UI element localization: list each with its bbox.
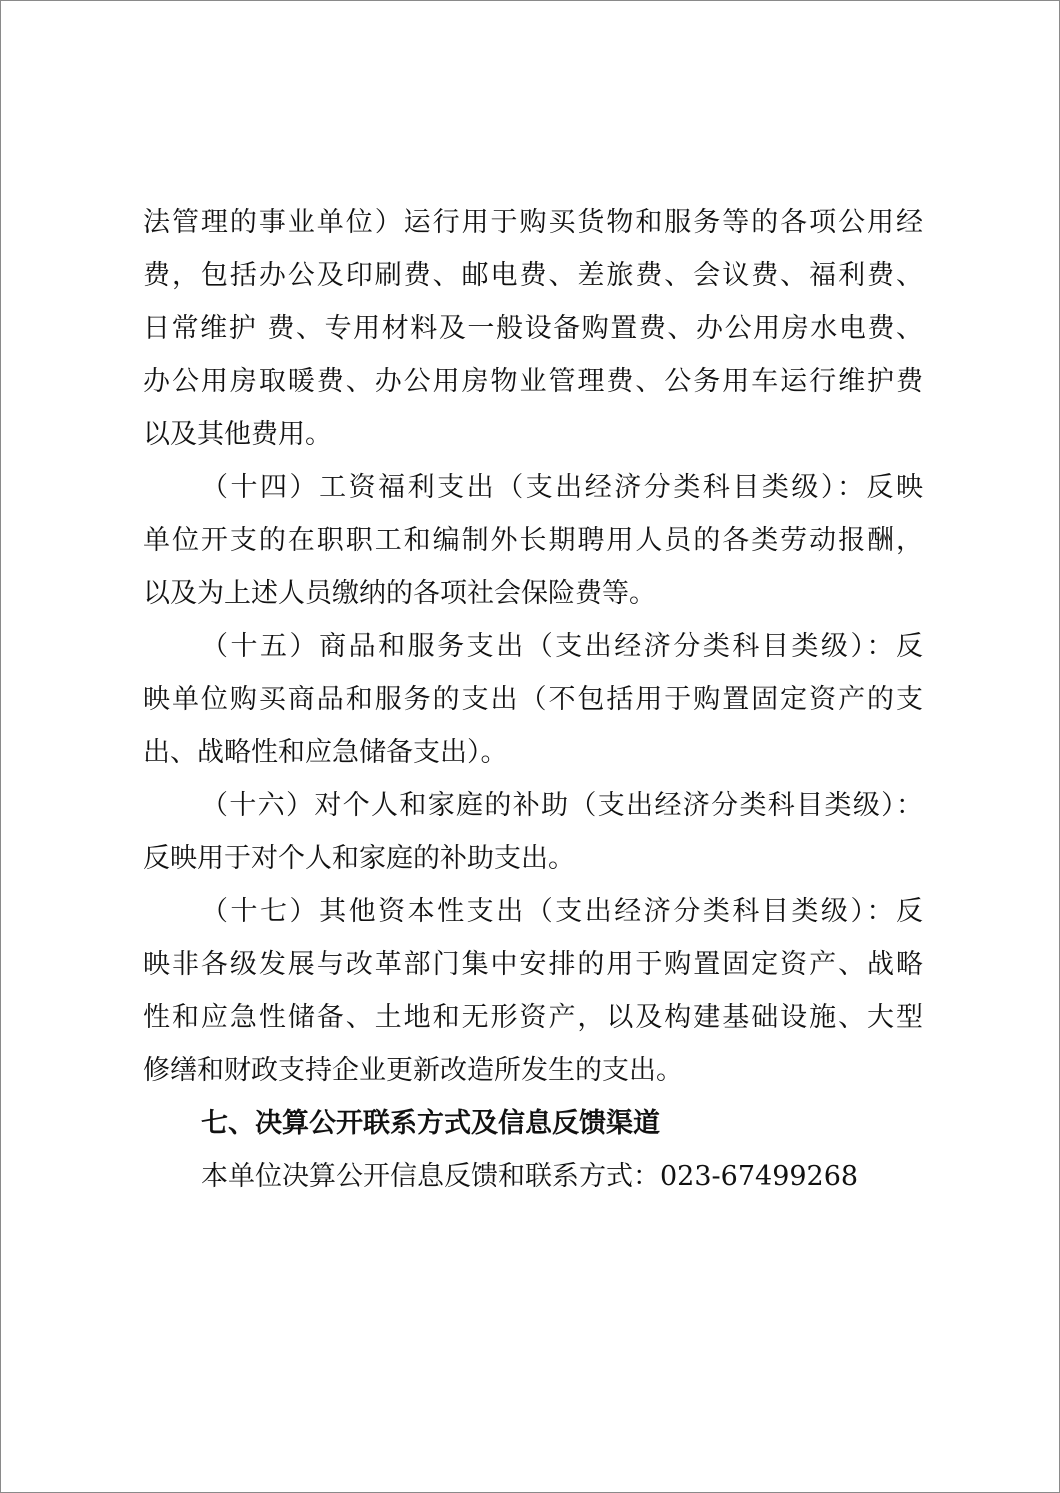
- contact-line: 本单位决算公开信息反馈和联系方式：023-67499268: [201, 1161, 859, 1192]
- text-line: 反映用于对个人和家庭的补助支出。: [143, 843, 575, 874]
- text-line: （十六）对个人和家庭的补助（支出经济分类科目类级）：: [201, 790, 923, 821]
- text-line: 性和应急性储备、土地和无形资产，以及构建基础设施、大型: [143, 1002, 923, 1033]
- document-body: [143, 196, 923, 1203]
- text-line: 单位开支的在职职工和编制外长期聘用人员的各类劳动报酬，: [143, 525, 923, 556]
- text-line: 以及其他费用。: [143, 419, 332, 450]
- text-line: （十五）商品和服务支出（支出经济分类科目类级）：反: [201, 631, 923, 662]
- text-line: 办公用房取暖费、办公用房物业管理费、公务用车运行维护费: [143, 366, 923, 397]
- text-line: （十七）其他资本性支出（支出经济分类科目类级）：反: [201, 896, 923, 927]
- text-line: （十四）工资福利支出（支出经济分类科目类级）：反映: [201, 472, 923, 503]
- paragraph-item-17: [143, 885, 923, 1097]
- text-line: 映单位购买商品和服务的支出（不包括用于购置固定资产的支: [143, 684, 923, 715]
- text-line: 法管理的事业单位）运行用于购买货物和服务等的各项公用经: [143, 207, 923, 238]
- text-line: 日常维护 费、专用材料及一般设备购置费、办公用房水电费、: [143, 313, 923, 344]
- text-line: 费，包括办公及印刷费、邮电费、差旅费、会议费、福利费、: [143, 260, 923, 291]
- paragraph-continued-expense: [143, 196, 923, 461]
- text-line: 出、战略性和应急储备支出）。: [143, 737, 508, 768]
- text-line: 修缮和财政支持企业更新改造所发生的支出。: [143, 1055, 683, 1086]
- text-line: 映非各级发展与改革部门集中安排的用于购置固定资产、战略: [143, 949, 923, 980]
- paragraph-item-15: [143, 620, 923, 779]
- paragraph-item-16: [143, 779, 923, 885]
- text-line: 以及为上述人员缴纳的各项社会保险费等。: [143, 578, 656, 609]
- section-heading: 七、决算公开联系方式及信息反馈渠道: [201, 1108, 660, 1139]
- paragraph-item-14: [143, 461, 923, 620]
